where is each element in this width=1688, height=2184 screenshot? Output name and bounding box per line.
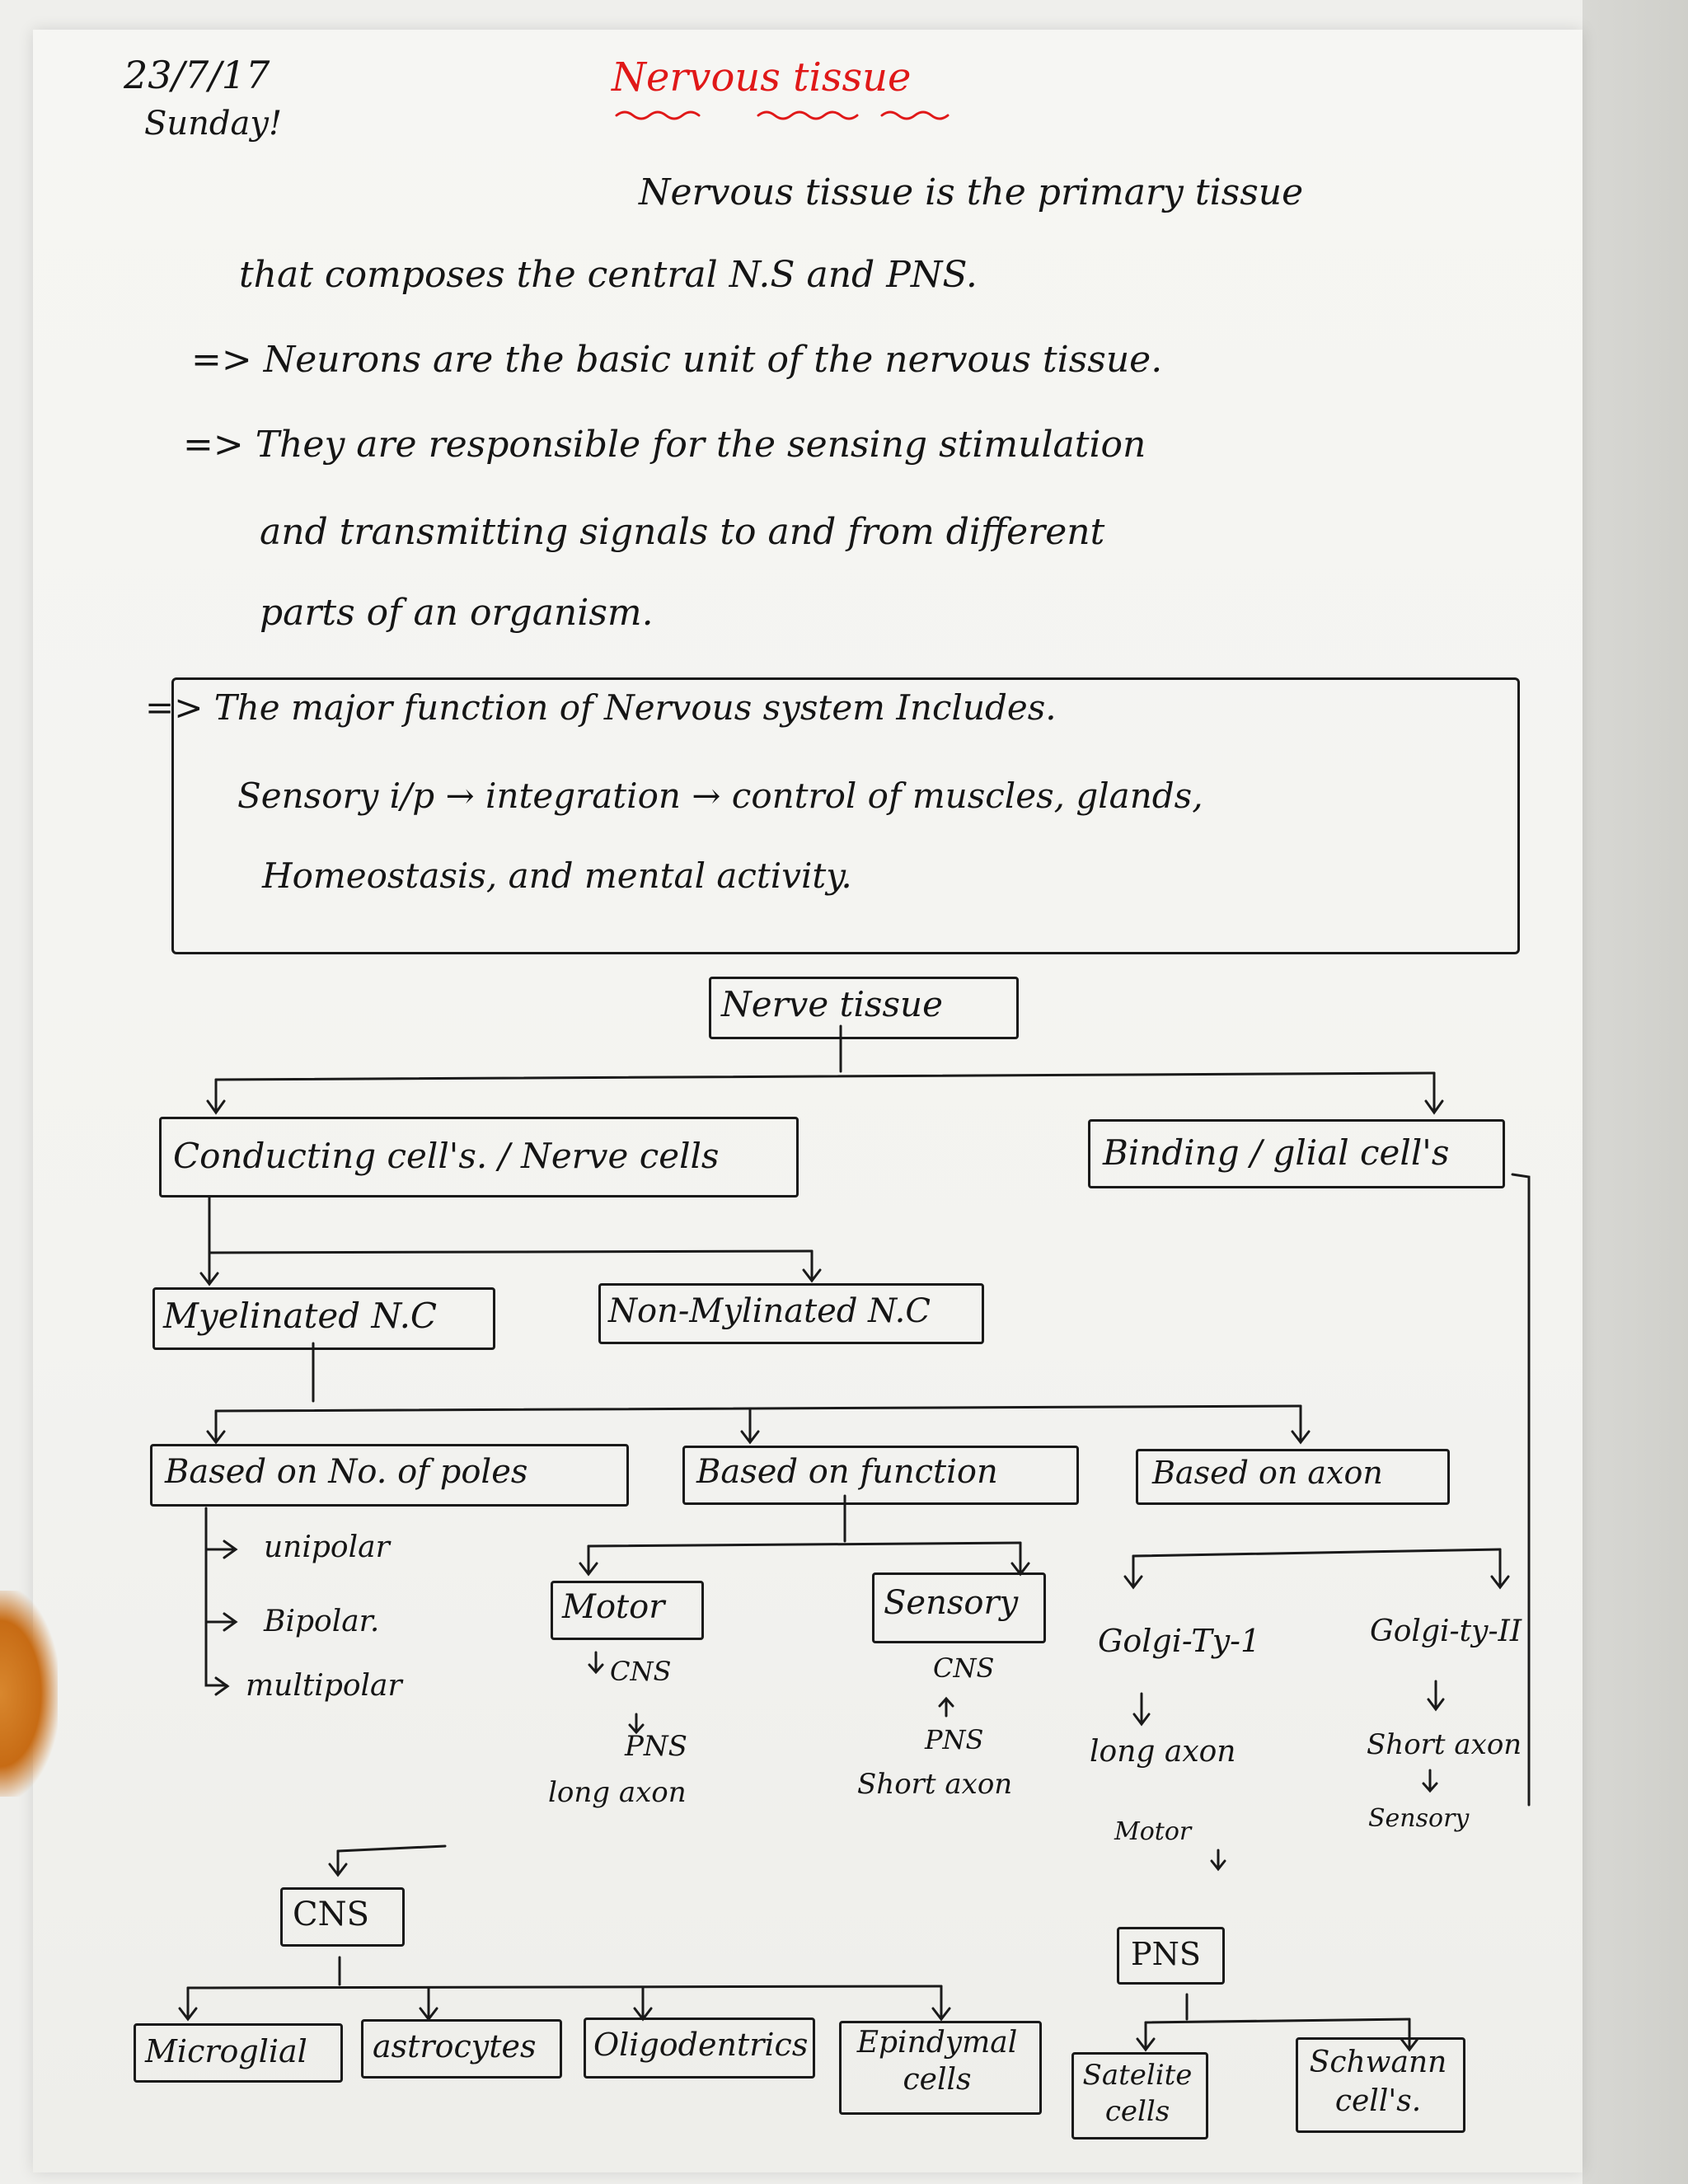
golgi-1-path-1: long axon: [1090, 1735, 1236, 1769]
non-myelinated-label: Non-Mylinated N.C: [608, 1292, 931, 1330]
based-function-label: Based on function: [696, 1453, 998, 1491]
pns-label: PNS: [1131, 1936, 1201, 1972]
conducting-cells-label: Conducting cell's. / Nerve cells: [173, 1136, 720, 1176]
date: 23/7/17: [124, 53, 270, 97]
functions-box: [171, 677, 1520, 954]
nerve-tissue-label: Nerve tissue: [721, 984, 943, 1024]
golgi-2-path-1: Short axon: [1367, 1728, 1522, 1761]
pole-item-2: Bipolar.: [264, 1605, 380, 1638]
epindymal-label: Epindymal cells: [856, 2026, 1018, 2097]
intro-bullet-1: => Neurons are the basic unit of the nervous tissue.: [191, 339, 1163, 381]
intro-bullet-2b: and transmitting signals to and from different: [260, 511, 1105, 553]
intro-bullet-2c: parts of an organism.: [260, 592, 654, 634]
oligodentrics-label: Oligodentrics: [593, 2027, 809, 2063]
pole-item-1: unipolar: [264, 1530, 390, 1564]
thumb-shadow: [0, 1591, 58, 1797]
intro-line-2: that composes the central N.S and PNS.: [239, 254, 978, 296]
golgi-2-path-2: Sensory: [1368, 1804, 1470, 1833]
cns-label: CNS: [293, 1896, 370, 1933]
based-poles-label: Based on No. of poles: [165, 1453, 528, 1491]
motor-path-2: PNS: [625, 1730, 687, 1763]
motor-label: Motor: [562, 1588, 665, 1626]
binding-cells-label: Binding / glial cell's: [1103, 1132, 1450, 1173]
astrocytes-label: astrocytes: [373, 2028, 537, 2064]
motor-path-3: long axon: [548, 1776, 687, 1809]
page-title: Nervous tissue: [612, 54, 912, 101]
pole-item-3: multipolar: [246, 1669, 402, 1703]
motor-path-1: CNS: [610, 1656, 672, 1687]
golgi-type-2: Golgi-ty-II: [1370, 1615, 1522, 1648]
day-note: Sunday!: [144, 105, 283, 143]
golgi-type-1: Golgi-Ty-1: [1098, 1623, 1261, 1659]
satellite-label: Satelite cells: [1082, 2059, 1193, 2129]
sensory-path-1: CNS: [933, 1652, 995, 1684]
microglial-label: Microglial: [145, 2033, 307, 2069]
sensory-path-3: Short axon: [857, 1768, 1013, 1801]
myelinated-label: Myelinated N.C: [163, 1296, 438, 1336]
intro-line-1: Nervous tissue is the primary tissue: [639, 171, 1304, 213]
functions-heading: => The major function of Nervous system Includes.: [145, 687, 1057, 728]
golgi-1-path-2: Motor: [1114, 1817, 1192, 1846]
sensory-label: Sensory: [884, 1584, 1019, 1622]
intro-bullet-2a: => They are responsible for the sensing stimulation: [183, 424, 1146, 466]
page-edge-shadow: [1582, 0, 1688, 2184]
functions-line-1: Sensory i/p → integration → control of muscles, glands,: [237, 776, 1203, 816]
sensory-path-2: PNS: [925, 1724, 984, 1755]
functions-line-2: Homeostasis, and mental activity.: [262, 855, 852, 896]
schwann-label: Schwann cell's.: [1309, 2046, 1447, 2118]
based-axon-label: Based on axon: [1152, 1455, 1383, 1491]
